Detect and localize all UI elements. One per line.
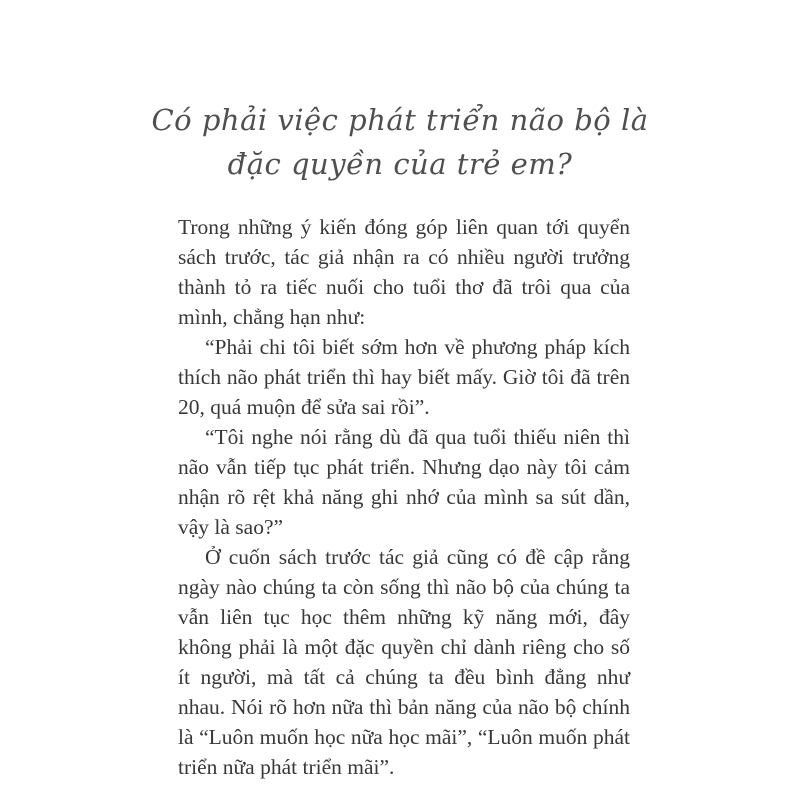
- body-text-block: [178, 212, 630, 782]
- paragraph-intro: Trong những ý kiến đóng góp liên quan tới quyển sách trước, tác giả nhận ra có nhiều người trưởng thành tỏ ra tiếc nuối cho tuổi thơ đã trôi qua của mình, chẳng hạn như:: [178, 215, 630, 329]
- chapter-title-line-1: Có phải việc phát triển não bộ là: [151, 103, 649, 137]
- paragraph-quote-2: “Tôi nghe nói rằng dù đã qua tuổi thiếu niên thì não vẫn tiếp tục phát triển. Nhưng dạo này tôi cảm nhận rõ rệt khả năng ghi nhớ của mình sa sút dần, vậy là sao?”: [178, 425, 630, 539]
- paragraph-quote-1: “Phải chi tôi biết sớm hơn về phương pháp kích thích não phát triển thì hay biết mấy. Giờ tôi đã trên 20, quá muộn để sửa sai rồi”.: [178, 335, 630, 419]
- chapter-title: [0, 0, 800, 186]
- chapter-title-line-2: đặc quyền của trẻ em?: [227, 147, 573, 181]
- paragraph-conclusion: Ở cuốn sách trước tác giả cũng có đề cập rằng ngày nào chúng ta còn sống thì não bộ của chúng ta vẫn liên tục học thêm những kỹ năng mới, đây không phải là một đặc quyền chỉ dành riêng cho số ít người, mà tất cả chúng ta đều bình đẳng như nhau. Nói rõ hơn nữa thì bản năng của não bộ chính là “Luôn muốn học nữa học mãi”, “Luôn muốn phát triển nữa phát triển mãi”.: [178, 545, 630, 779]
